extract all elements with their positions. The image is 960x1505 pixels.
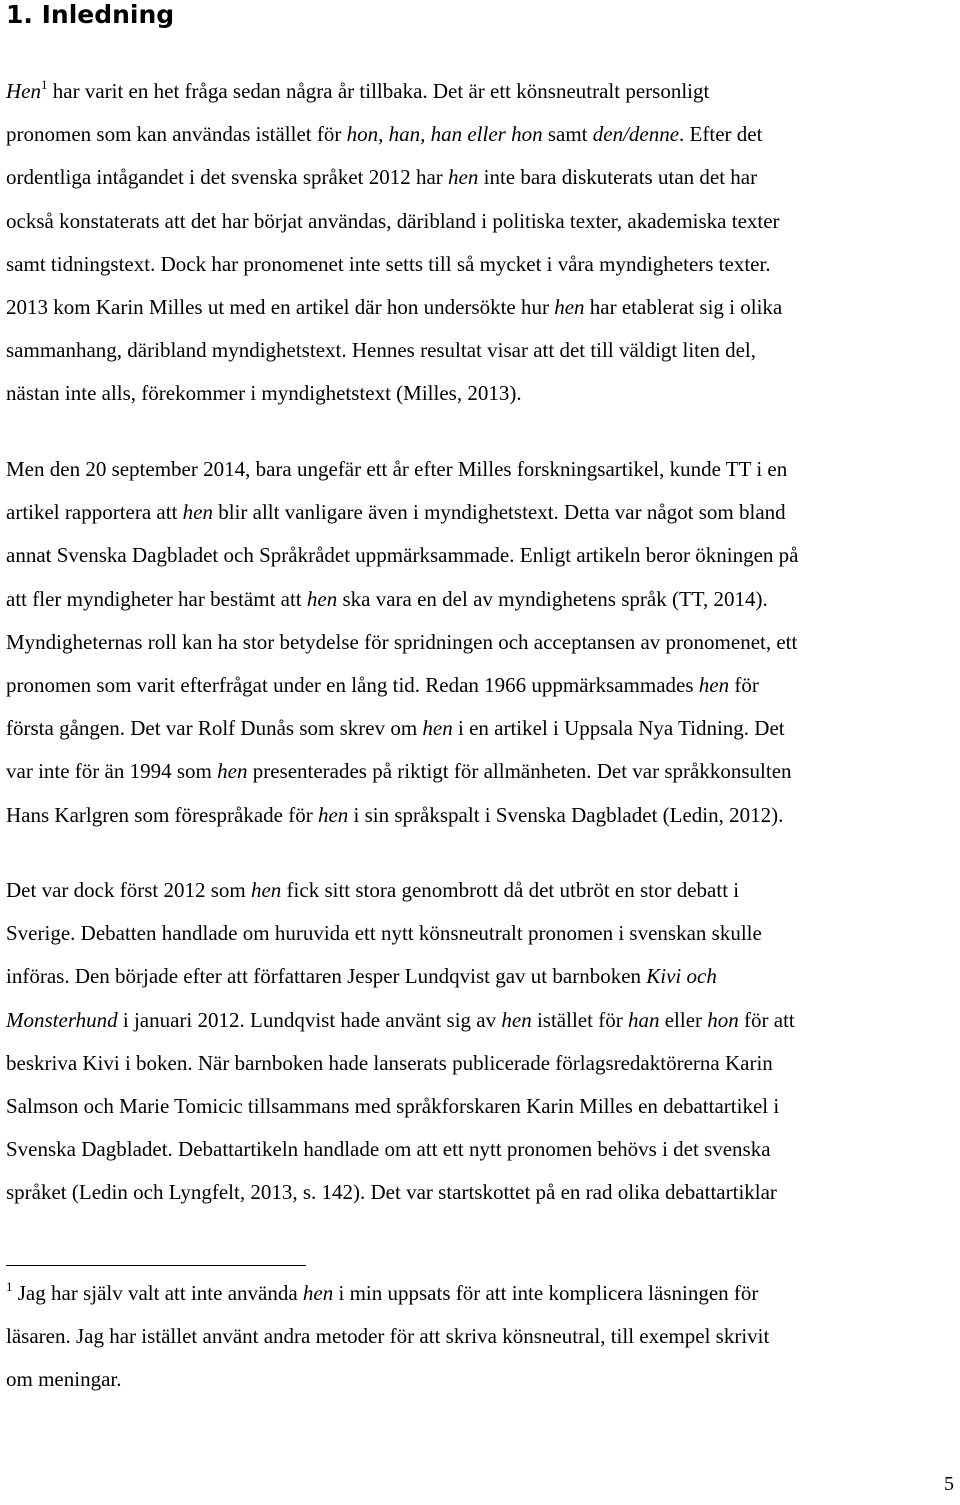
section-heading: 1. Inledning xyxy=(6,0,175,29)
paragraph-2 xyxy=(6,448,956,837)
text: har varit en het fråga sedan några år tillbaka. Det är ett könsneutralt personligt xyxy=(47,79,710,103)
italic-term: hen xyxy=(698,673,730,698)
text: Det var dock först 2012 som xyxy=(6,878,251,902)
italic-term: hen xyxy=(317,802,349,827)
text: införas. Den började efter att författaren Jesper Lundqvist gav ut barnboken xyxy=(6,964,647,989)
line: språket (Ledin och Lyngfelt, 2013, s. 142). Det var startskottet på en rad olika debattartiklar xyxy=(6,1180,777,1205)
italic-term: hen xyxy=(554,295,585,320)
line xyxy=(6,794,956,837)
italic-term: hen xyxy=(217,759,248,784)
page-number: 5 xyxy=(944,1473,954,1495)
line xyxy=(6,156,956,199)
line xyxy=(6,999,956,1042)
text: fick sitt stora genombrott då det utbröt en stor debatt i xyxy=(281,878,740,902)
line: sammanhang, däribland myndighetstext. Hennes resultat visar att det till väldigt liten del, xyxy=(6,338,756,363)
line xyxy=(6,113,956,156)
italic-term: hen xyxy=(448,165,479,190)
line: Men den 20 september 2014, bara ungefär ett år efter Milles forskningsartikel, kunde TT i en xyxy=(6,457,788,481)
text: ska vara en del av myndighetens språk (TT, 2014). xyxy=(337,586,768,611)
text: Hans Karlgren som förespråkade för xyxy=(6,802,318,827)
line: annat Svenska Dagbladet och Språkrådet uppmärksammade. Enligt artikeln beror ökningen på xyxy=(6,543,799,568)
paragraph-1 xyxy=(6,70,956,416)
text: i sin språkspalt i Svenska Dagbladet (Ledin, 2012). xyxy=(348,802,784,827)
line: läsaren. Jag har istället använt andra metoder för att skriva könsneutral, till exempel skrivit xyxy=(6,1324,770,1349)
text: presenterades på riktigt för allmänheten. Det var språkkonsulten xyxy=(247,759,792,784)
text: ordentliga intågandet i det svenska språket 2012 har xyxy=(6,165,449,190)
paragraph-3 xyxy=(6,869,956,1215)
italic-term: Hen xyxy=(6,79,41,103)
text: för xyxy=(729,673,759,698)
italic-term: hon, han, han eller hon xyxy=(346,122,543,147)
line: Salmson och Marie Tomicic tillsammans med språkforskaren Karin Milles en debattartikel i xyxy=(6,1094,780,1119)
line: samt tidningstext. Dock har pronomenet inte setts till så mycket i våra myndigheters texter. xyxy=(6,251,771,276)
line: nästan inte alls, förekommer i myndighetstext (Milles, 2013). xyxy=(6,381,522,406)
footnote-reference[interactable]: 1 xyxy=(41,77,48,92)
text: samt xyxy=(542,122,593,147)
footnote xyxy=(6,1272,956,1402)
line xyxy=(6,578,956,621)
line xyxy=(6,707,956,750)
text: i januari 2012. Lundqvist hade använt sig av xyxy=(117,1007,502,1032)
line xyxy=(6,869,956,912)
line: beskriva Kivi i boken. När barnboken hade lanserats publicerade förlagsredaktörerna Karin xyxy=(6,1050,773,1075)
text: 2013 kom Karin Milles ut med en artikel där hon undersökte hur xyxy=(6,295,555,320)
line xyxy=(6,750,956,793)
text: att fler myndigheter har bestämt att xyxy=(6,586,307,611)
book-title: Monsterhund xyxy=(6,1007,118,1032)
italic-term: hen xyxy=(182,500,213,525)
text: pronomen som kan användas istället för xyxy=(6,122,347,147)
text: har etablerat sig i olika xyxy=(584,295,783,320)
italic-term: hen xyxy=(422,716,453,741)
italic-term: hen xyxy=(302,1281,334,1305)
text: i min uppsats för att inte komplicera läsningen för xyxy=(333,1281,759,1305)
line: Myndigheternas roll kan ha stor betydelse för spridningen och acceptansen av pronomenet, ett xyxy=(6,629,798,654)
book-title: Kivi och xyxy=(646,964,717,989)
text: första gången. Det var Rolf Dunås som skrev om xyxy=(6,716,423,741)
text: för att xyxy=(738,1007,795,1032)
footnote-number: 1 xyxy=(6,1279,13,1294)
line xyxy=(6,1272,956,1315)
italic-term: hen xyxy=(250,878,282,902)
line: Svenska Dagbladet. Debattartikeln handlade om att ett nytt pronomen behövs i det svenska xyxy=(6,1137,771,1162)
text: pronomen som varit efterfrågat under en lång tid. Redan 1966 uppmärksammades xyxy=(6,673,699,698)
footnote-separator xyxy=(6,1265,306,1266)
line xyxy=(6,664,956,707)
text: Jag har själv valt att inte använda xyxy=(12,1281,303,1305)
italic-term: han xyxy=(627,1007,660,1032)
line: Sverige. Debatten handlade om huruvida ett nytt könsneutralt pronomen i svenskan skulle xyxy=(6,921,762,946)
line xyxy=(6,70,956,113)
text: blir allt vanligare även i myndighetstext. Detta var något som bland xyxy=(212,500,786,525)
text: var inte för än 1994 som xyxy=(6,759,218,784)
text: inte bara diskuterats utan det har xyxy=(478,165,758,190)
text: istället för xyxy=(531,1007,628,1032)
italic-term: hon xyxy=(707,1007,739,1032)
line: också konstaterats att det har börjat användas, däribland i politiska texter, akademiska texter xyxy=(6,208,780,233)
text: . Efter det xyxy=(679,122,763,147)
line xyxy=(6,286,956,329)
italic-term: hen xyxy=(306,586,338,611)
line xyxy=(6,491,956,534)
italic-term: hen xyxy=(501,1007,532,1032)
text: eller xyxy=(659,1007,708,1032)
text: artikel rapportera att xyxy=(6,500,183,525)
italic-term: den/denne xyxy=(592,122,680,147)
line: om meningar. xyxy=(6,1367,122,1392)
text: i en artikel i Uppsala Nya Tidning. Det xyxy=(452,716,785,741)
line xyxy=(6,955,956,998)
